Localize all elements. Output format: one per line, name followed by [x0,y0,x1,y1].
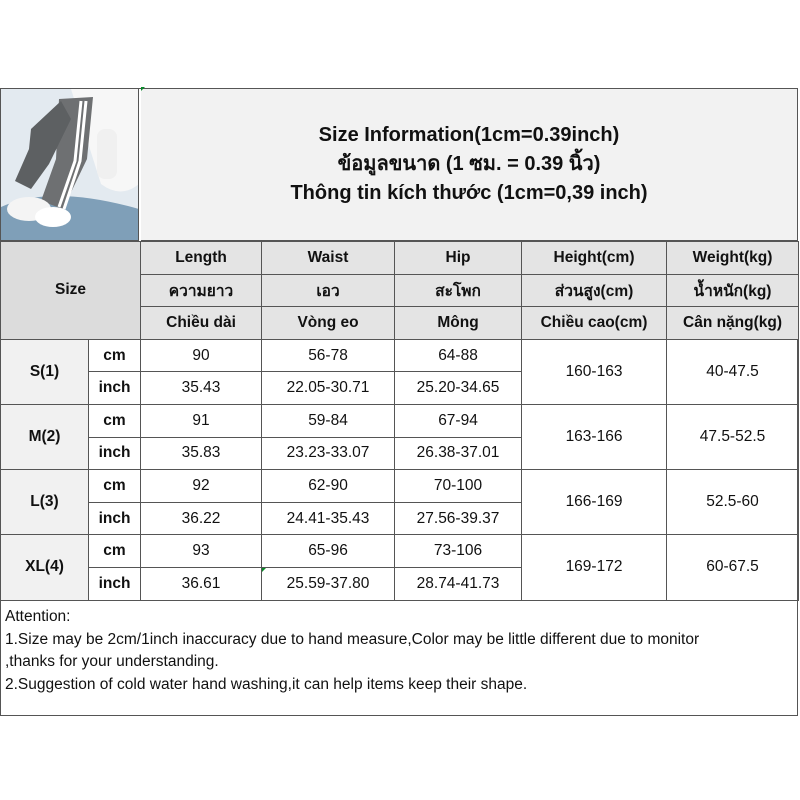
waist-inch: 24.41-35.43 [262,502,395,535]
weight-range: 60-67.5 [667,535,799,600]
weight-range: 52.5-60 [667,470,799,535]
header-waist: Waist [262,242,395,275]
header-waist-vi: Vòng eo [262,307,395,340]
table-row [1,470,799,503]
cell-marker-icon [141,87,145,91]
header-height-vi: Chiều cao(cm) [522,307,667,340]
hip-inch: 26.38-37.01 [395,437,522,470]
attention-note-2: 2.Suggestion of cold water hand washing,it can help items keep their shape. [5,675,528,693]
hip-cm: 64-88 [395,339,522,372]
waist-cm: 56-78 [262,339,395,372]
attention-notes [1,601,797,715]
attention-note-1-cont: ,thanks for your understanding. [5,653,219,670]
product-photo [1,89,139,241]
waist-cm: 62-90 [262,470,395,503]
length-cm: 90 [141,339,262,372]
height-range: 166-169 [522,470,667,535]
hip-cm: 73-106 [395,535,522,568]
size-label: XL(4) [1,535,89,600]
hip-inch: 27.56-39.37 [395,502,522,535]
length-inch: 35.43 [141,372,262,405]
leggings-photo-icon [1,89,139,241]
unit-cm: cm [89,404,141,437]
length-cm: 92 [141,470,262,503]
attention-note-1: 1.Size may be 2cm/1inch inaccuracy due to hand measure,Color may be little different due to monitor [5,630,700,648]
unit-inch: inch [89,567,141,600]
unit-inch: inch [89,502,141,535]
header-weight-thai: น้ำหนัก(kg) [667,274,799,307]
hip-inch: 25.20-34.65 [395,372,522,405]
size-label: S(1) [1,339,89,404]
header-length-vi: Chiều dài [141,307,262,340]
waist-inch: 23.23-33.07 [262,437,395,470]
waist-cm: 59-84 [262,404,395,437]
title-english: Size Information(1cm=0.39inch) [318,124,620,146]
hip-cm: 67-94 [395,404,522,437]
unit-cm: cm [89,339,141,372]
header-height-thai: ส่วนสูง(cm) [522,274,667,307]
header-hip-thai: สะโพก [395,274,522,307]
header-weight-vi: Cân nặng(kg) [667,307,799,340]
size-header: Size [1,242,141,340]
header-hip-vi: Mông [395,307,522,340]
hip-cm: 70-100 [395,470,522,503]
header-weight: Weight(kg) [667,242,799,275]
size-label: M(2) [1,404,89,469]
size-label: L(3) [1,470,89,535]
size-information-title [141,89,797,241]
height-range: 163-166 [522,404,667,469]
waist-inch: 25.59-37.80 [262,567,395,600]
size-table [0,241,799,601]
title-vietnamese: Thông tin kích thước (1cm=0,39 inch) [290,182,648,204]
header-row-english [1,242,799,275]
waist-cm: 65-96 [262,535,395,568]
unit-cm: cm [89,535,141,568]
hip-inch: 28.74-41.73 [395,567,522,600]
header-waist-thai: เอว [262,274,395,307]
height-range: 160-163 [522,339,667,404]
header-height: Height(cm) [522,242,667,275]
attention-heading: Attention: [5,608,71,625]
cell-marker-icon [262,568,266,572]
size-chart [0,88,798,716]
height-range: 169-172 [522,535,667,600]
weight-range: 47.5-52.5 [667,404,799,469]
header-hip: Hip [395,242,522,275]
table-row [1,404,799,437]
length-cm: 91 [141,404,262,437]
unit-cm: cm [89,470,141,503]
length-inch: 36.61 [141,567,262,600]
table-row [1,535,799,568]
length-inch: 36.22 [141,502,262,535]
title-thai: ข้อมูลขนาด (1 ซม. = 0.39 นิ้ว) [337,153,601,175]
header-length: Length [141,242,262,275]
length-inch: 35.83 [141,437,262,470]
weight-range: 40-47.5 [667,339,799,404]
waist-inch: 22.05-30.71 [262,372,395,405]
unit-inch: inch [89,372,141,405]
unit-inch: inch [89,437,141,470]
length-cm: 93 [141,535,262,568]
table-row [1,339,799,372]
header-length-thai: ความยาว [141,274,262,307]
